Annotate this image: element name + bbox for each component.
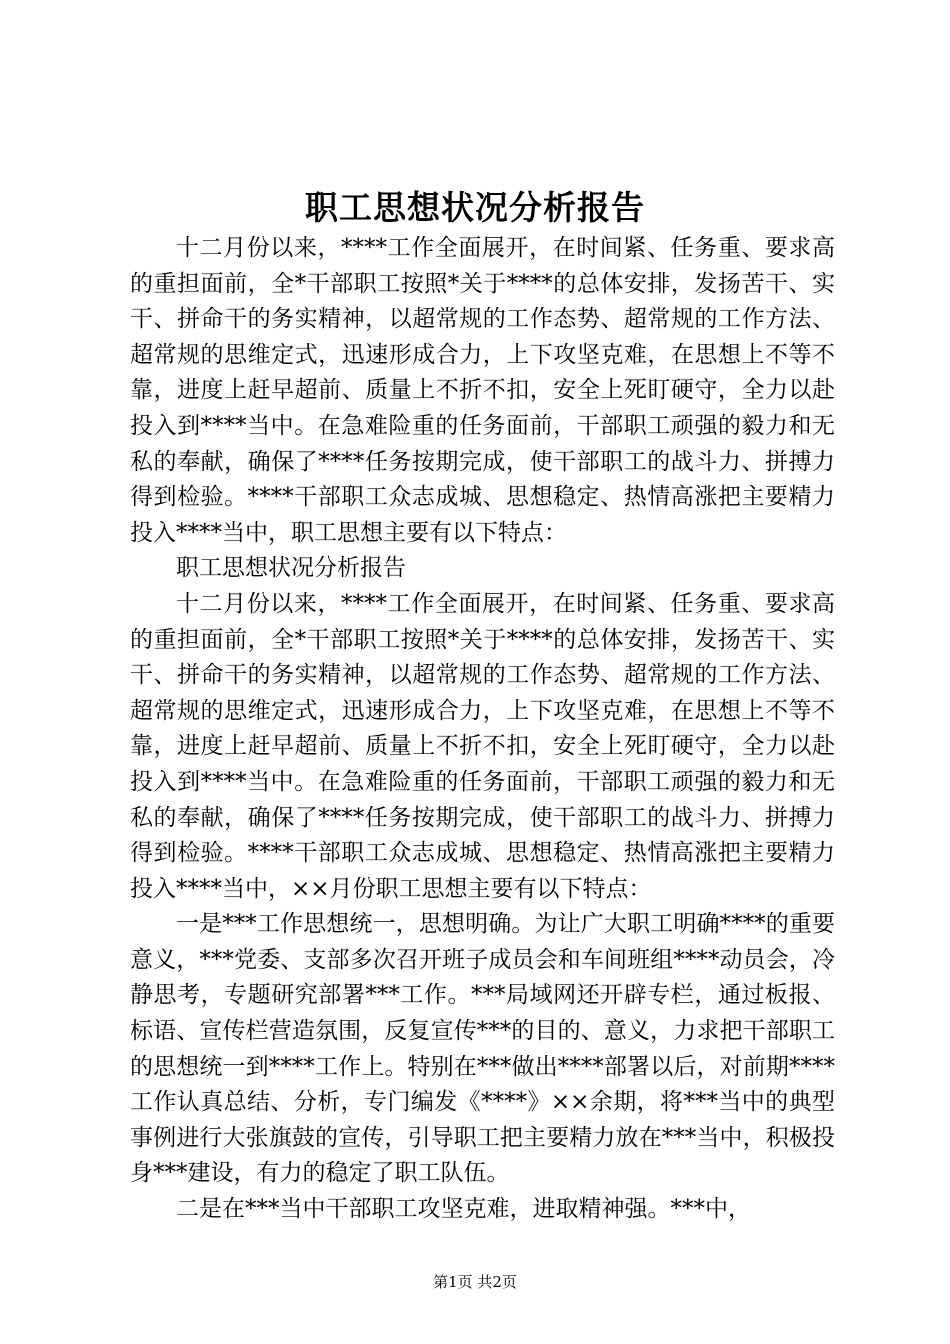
paragraph-intro-repeat: 十二月份以来，****工作全面展开，在时间紧、任务重、要求高的重担面前，全*干部职工按照*关于****的总体安排，发扬苦干、实干、拼命干的务实精神，以超常规的工作态势、超常规的工作方法、超常规的思维定式，迅速形成合力，上下攻坚克难，在思想上不等不靠，进度上赶早超前、质量上不折不扣，安全上死盯硬守，全力以赴投入到****当中。在急难险重的任务面前，干部职工顽强的毅力和无私的奉献，确保了****任务按期完成，使干部职工的战斗力、拼搏力得到检验。****干部职工众志成城、思想稳定、热情高涨把主要精力投入****当中，××月份职工思想主要有以下特点： (130, 590, 835, 902)
paragraph-intro: 十二月份以来，****工作全面展开，在时间紧、任务重、要求高的重担面前，全*干部职工按照*关于****的总体安排，发扬苦干、实干、拼命干的务实精神，以超常规的工作态势、超常规的工作方法、超常规的思维定式，迅速形成合力，上下攻坚克难，在思想上不等不靠，进度上赶早超前、质量上不折不扣，安全上死盯硬守，全力以赴投入到****当中。在急难险重的任务面前，干部职工顽强的毅力和无私的奉献，确保了****任务按期完成，使干部职工的战斗力、拼搏力得到检验。****干部职工众志成城、思想稳定、热情高涨把主要精力投入****当中，职工思想主要有以下特点： (130, 235, 835, 546)
document-body (130, 231, 835, 1228)
paragraph-point-two: 二是在***当中干部职工攻坚克难，进取精神强。***中， (176, 1196, 751, 1223)
paragraph-repeated-title: 职工思想状况分析报告 (176, 555, 406, 582)
page-number-footer: 第1页 共2页 (433, 1273, 517, 1291)
paragraph-point-one: 一是***工作思想统一，思想明确。为让广大职工明确****的重要意义，***党委、支部多次召开班子成员会和车间班组****动员会，冷静思考，专题研究部署***工作。***局域网还开辟专栏，通过板报、标语、宣传栏营造氛围，反复宣传***的目的、意义，力求把干部职工的思想统一到****工作上。特别在***做出****部署以后，对前期****工作认真总结、分析，专门编发《****》××余期，将***当中的典型事例进行大张旗鼓的宣传，引导职工把主要精力放在***当中，积极投身***建设，有力的稳定了职工队伍。 (130, 911, 835, 1187)
document-title: 职工思想状况分析报告 (305, 188, 645, 227)
